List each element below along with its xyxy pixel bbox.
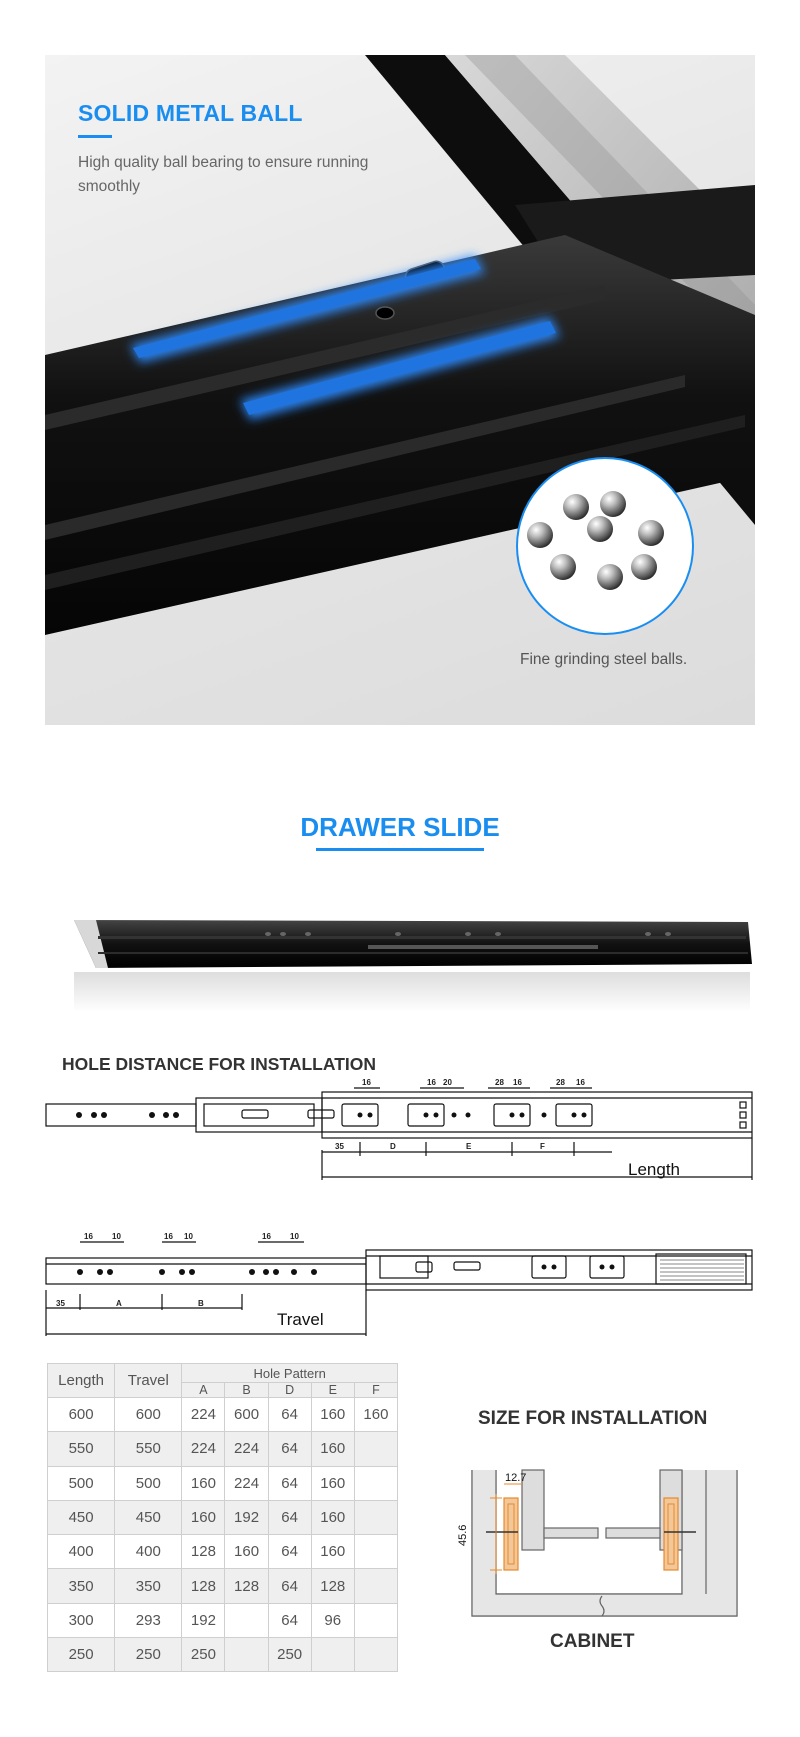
table-cell xyxy=(354,1535,397,1569)
table-cell: 64 xyxy=(268,1603,311,1637)
table-cell: 600 xyxy=(48,1398,115,1432)
dim2-16-a: 16 xyxy=(84,1232,93,1241)
table-cell: 293 xyxy=(115,1603,182,1637)
table-cell xyxy=(354,1432,397,1466)
table-row xyxy=(48,1603,398,1637)
table-cell: 160 xyxy=(311,1432,354,1466)
dim-f: F xyxy=(540,1142,545,1151)
dim-16-c: 16 xyxy=(513,1078,522,1087)
hero-description: High quality ball bearing to ensure running smoothly xyxy=(78,154,369,195)
table-cell: 64 xyxy=(268,1466,311,1500)
table-cell: 128 xyxy=(182,1569,225,1603)
dim-20: 20 xyxy=(443,1078,452,1087)
dim2-b: B xyxy=(198,1299,204,1308)
table-cell: 400 xyxy=(48,1535,115,1569)
header-f: F xyxy=(354,1383,397,1398)
cabinet-label: CABINET xyxy=(550,1631,635,1652)
table-cell: 128 xyxy=(225,1569,268,1603)
table-row xyxy=(48,1638,398,1672)
drawer-slide-product-image xyxy=(68,912,756,1022)
table-cell: 224 xyxy=(182,1432,225,1466)
dim2-35: 35 xyxy=(56,1299,65,1308)
dim-28-b: 28 xyxy=(556,1078,565,1087)
length-label: Length xyxy=(628,1160,680,1179)
drawer-slide-title: DRAWER SLIDE xyxy=(300,812,500,842)
header-length: Length xyxy=(48,1364,115,1398)
header-b: B xyxy=(225,1383,268,1398)
header-e: E xyxy=(311,1383,354,1398)
table-cell xyxy=(311,1638,354,1672)
table-cell: 160 xyxy=(311,1500,354,1534)
table-row xyxy=(48,1432,398,1466)
table-cell: 224 xyxy=(182,1398,225,1432)
table-body xyxy=(48,1398,398,1672)
dim-d: D xyxy=(390,1142,396,1151)
table-cell: 224 xyxy=(225,1432,268,1466)
table-row xyxy=(48,1500,398,1534)
hole-pattern-table xyxy=(47,1363,398,1672)
table-cell: 64 xyxy=(268,1500,311,1534)
dim2-10-b: 10 xyxy=(184,1232,193,1241)
table-cell xyxy=(225,1638,268,1672)
table-cell: 550 xyxy=(48,1432,115,1466)
table-cell xyxy=(354,1569,397,1603)
table-cell: 250 xyxy=(182,1638,225,1672)
table-cell: 300 xyxy=(48,1603,115,1637)
steel-balls-image xyxy=(516,457,694,635)
table-cell: 500 xyxy=(48,1466,115,1500)
table-cell: 160 xyxy=(311,1398,354,1432)
hero-title: SOLID METAL BALL xyxy=(78,100,303,126)
dim2-a: A xyxy=(116,1299,122,1308)
dim-16-b: 16 xyxy=(427,1078,436,1087)
table-row xyxy=(48,1569,398,1603)
table-cell: 550 xyxy=(115,1432,182,1466)
table-cell: 250 xyxy=(268,1638,311,1672)
table-cell: 64 xyxy=(268,1398,311,1432)
table-cell xyxy=(225,1603,268,1637)
table-cell: 128 xyxy=(182,1535,225,1569)
steel-balls-caption: Fine grinding steel balls. xyxy=(520,651,688,668)
table-cell: 160 xyxy=(354,1398,397,1432)
table-cell xyxy=(354,1466,397,1500)
travel-label: Travel xyxy=(277,1310,324,1329)
hole-distance-diagram-extended xyxy=(44,1230,756,1346)
hero-title-underline xyxy=(78,135,112,138)
dim-16-d: 16 xyxy=(576,1078,585,1087)
header-a: A xyxy=(182,1383,225,1398)
hero-banner xyxy=(45,55,755,725)
dim-28-a: 28 xyxy=(495,1078,504,1087)
table-cell: 96 xyxy=(311,1603,354,1637)
dim2-16-c: 16 xyxy=(262,1232,271,1241)
table-cell xyxy=(354,1500,397,1534)
dim2-10-a: 10 xyxy=(112,1232,121,1241)
header-d: D xyxy=(268,1383,311,1398)
dim-16-a: 16 xyxy=(362,1078,371,1087)
table-cell: 250 xyxy=(48,1638,115,1672)
table-cell: 160 xyxy=(225,1535,268,1569)
cabinet-installation-diagram xyxy=(452,1466,742,1626)
size-for-installation-heading: SIZE FOR INSTALLATION xyxy=(478,1408,708,1429)
table-row xyxy=(48,1535,398,1569)
dim-45-6: 45.6 xyxy=(457,1524,469,1546)
dim2-16-b: 16 xyxy=(164,1232,173,1241)
steel-balls-icon xyxy=(518,459,694,635)
dim-e: E xyxy=(466,1142,472,1151)
table-cell: 192 xyxy=(225,1500,268,1534)
table-cell: 250 xyxy=(115,1638,182,1672)
dim2-10-c: 10 xyxy=(290,1232,299,1241)
table-cell: 500 xyxy=(115,1466,182,1500)
header-hole-pattern: Hole Pattern xyxy=(182,1364,398,1383)
table-cell xyxy=(354,1638,397,1672)
table-cell: 600 xyxy=(225,1398,268,1432)
table-cell: 350 xyxy=(48,1569,115,1603)
dim-12-7: 12.7 xyxy=(505,1472,527,1484)
header-travel: Travel xyxy=(115,1364,182,1398)
table-cell: 128 xyxy=(311,1569,354,1603)
table-cell: 192 xyxy=(182,1603,225,1637)
table-cell: 450 xyxy=(115,1500,182,1534)
dim-35: 35 xyxy=(335,1142,344,1151)
table-cell: 350 xyxy=(115,1569,182,1603)
table-cell: 600 xyxy=(115,1398,182,1432)
hole-distance-heading: HOLE DISTANCE FOR INSTALLATION xyxy=(62,1054,377,1074)
table-cell: 160 xyxy=(311,1466,354,1500)
table-cell: 224 xyxy=(225,1466,268,1500)
table-cell: 400 xyxy=(115,1535,182,1569)
table-cell: 450 xyxy=(48,1500,115,1534)
table-cell: 64 xyxy=(268,1535,311,1569)
table-cell xyxy=(354,1603,397,1637)
table-cell: 64 xyxy=(268,1432,311,1466)
drawer-slide-underline xyxy=(316,848,484,851)
table-cell: 64 xyxy=(268,1569,311,1603)
table-cell: 160 xyxy=(182,1500,225,1534)
table-row xyxy=(48,1466,398,1500)
table-cell: 160 xyxy=(311,1535,354,1569)
table-row xyxy=(48,1398,398,1432)
table-cell: 160 xyxy=(182,1466,225,1500)
